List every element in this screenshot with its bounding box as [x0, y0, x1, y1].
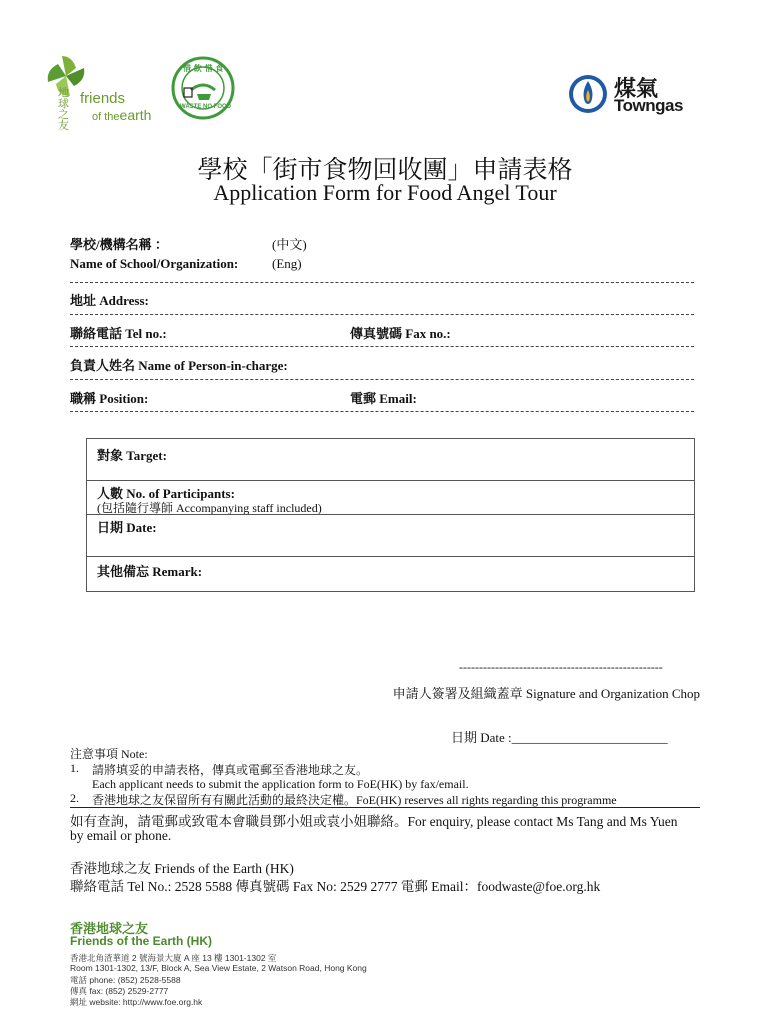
notes-divider [70, 807, 700, 808]
position-label: 職稱 Position: [70, 391, 149, 406]
note-2-text: 香港地球之友保留所有有關此活動的最終決定權。FoE(HK) reserves all rights regarding this programme [92, 793, 617, 807]
footer-fax: 傳真 fax: (852) 2529-2777 [70, 986, 169, 996]
footer-address-english: Room 1301-1302, 13/F, Block A, Sea View Estate, 2 Watson Road, Hong Kong [70, 963, 367, 973]
school-name-zh-label: 學校/機構名稱 ： [70, 237, 168, 252]
signature-date: 日期 Date :________________________ [451, 730, 668, 745]
note-heading: 注意事項 Note: [70, 747, 148, 761]
towngas-english: Towngas [614, 96, 683, 115]
participants-label: 人數 No. of Participants: [97, 486, 235, 501]
note-1-chinese: 請將填妥的申請表格，傳真或電郵至香港地球之友。 [92, 763, 369, 777]
fax-label: 傳真號碼 Fax no.: [350, 326, 451, 341]
signature-line: --------------------------------------------------- [459, 660, 663, 674]
school-name-en-hint: (Eng) [272, 256, 302, 271]
footer-phone: 電話 phone: (852) 2528-5588 [70, 975, 181, 985]
towngas-flame-logo [568, 74, 608, 114]
footer-website[interactable]: 網址 website: http://www.foe.org.hk [70, 997, 203, 1007]
target-row[interactable] [87, 439, 694, 480]
address-label: 地址 Address: [70, 293, 149, 308]
date-row[interactable] [87, 514, 694, 557]
footer-name-chinese: 香港地球之友 [70, 922, 149, 937]
footer-address-chinese: 香港北角渣華道 2 號海景大廈 A 座 13 樓 1301-1302 室 [70, 953, 277, 963]
position-email-line [70, 411, 694, 412]
contact-details: 聯絡電話 Tel No.: 2528 5588 傳真號碼 Fax No: 2529 2777 電郵 Email：foodwaste@foe.org.hk [70, 879, 601, 894]
note-2-number: 2. [70, 791, 79, 805]
date-label: 日期 Date: [97, 520, 157, 535]
form-title-chinese: 學校「街市食物回收團」申請表格 [197, 155, 573, 184]
note-1-number: 1. [70, 761, 79, 775]
remark-label: 其他備忘 Remark: [97, 564, 203, 579]
tour-details-table [86, 438, 695, 592]
person-in-charge-label: 負責人姓名 Name of Person-in-charge: [70, 358, 288, 373]
participants-note: (包括隨行導師 Accompanying staff included) [97, 501, 322, 515]
signature-label: 申請人簽署及組織蓋章 Signature and Organization Chop [392, 686, 700, 701]
tel-label: 聯絡電話 Tel no.: [70, 326, 167, 341]
contact-org: 香港地球之友 Friends of the Earth (HK) [70, 861, 294, 876]
address-line [70, 314, 694, 315]
enquiry-line-2: by email or phone. [70, 828, 172, 843]
participants-row[interactable] [87, 480, 694, 515]
remark-row[interactable] [87, 556, 694, 592]
enquiry-line-1: 如有查詢，請電郵或致電本會職員鄧小姐或袁小姐聯絡。For enquiry, please contact Ms Tang and Ms Yuen [70, 814, 678, 829]
target-label: 對象 Target: [97, 448, 167, 463]
foe-logo-of-the-earth: of theearth [92, 107, 152, 123]
form-title-english: Application Form for Food Angel Tour [213, 180, 557, 205]
note-1-english: Each applicant needs to submit the application form to FoE(HK) by fax/email. [92, 777, 469, 791]
person-line [70, 379, 694, 380]
school-name-line [70, 282, 694, 283]
wnf-top-text: 惜 飲 惜 食 [183, 64, 224, 73]
email-label: 電郵 Email: [350, 391, 417, 406]
towngas-chinese: 煤氣 [614, 77, 659, 102]
school-name-zh-hint: (中文) [272, 237, 307, 252]
school-name-en-label: Name of School/Organization: [70, 256, 239, 271]
wnf-bottom-text: WASTE NO FOOD [180, 104, 231, 110]
foe-chinese-name: 地球之友 [58, 87, 69, 132]
tel-fax-line [70, 346, 694, 347]
foe-logo-friends: friends [80, 90, 126, 107]
footer-name-english: Friends of the Earth (HK) [70, 934, 213, 948]
